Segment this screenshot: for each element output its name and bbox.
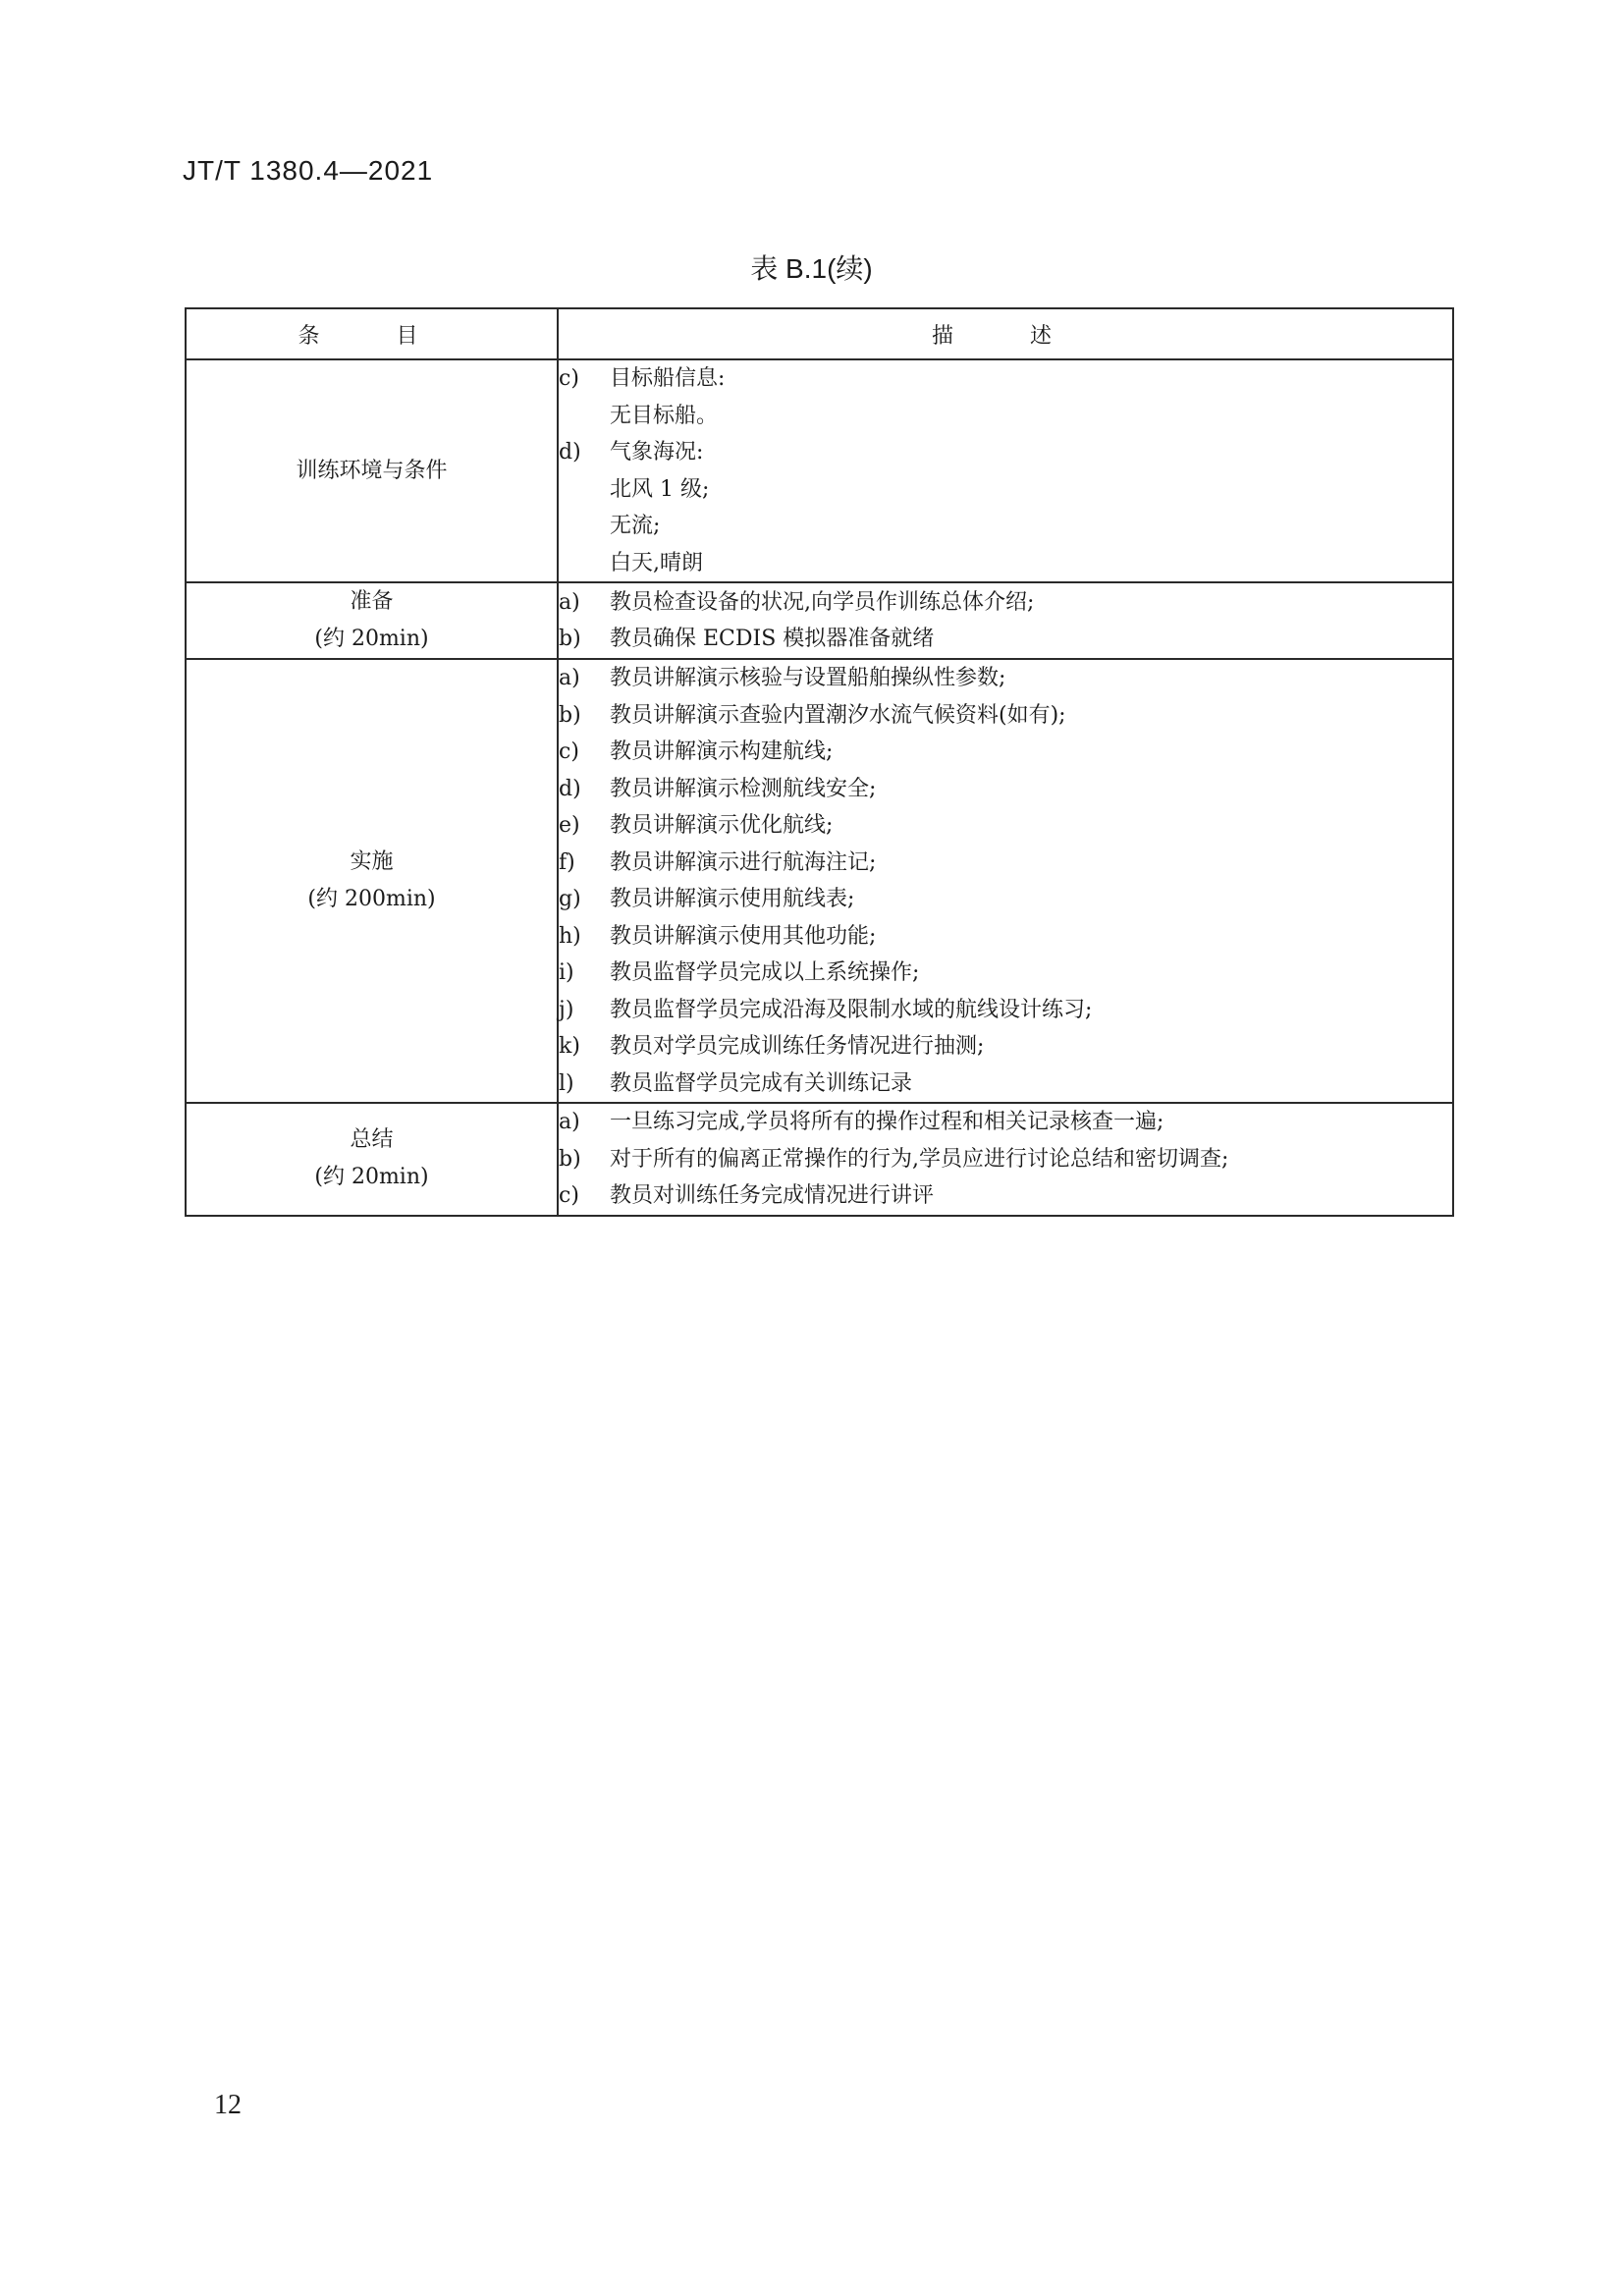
- list-marker: j): [559, 997, 574, 1022]
- list-text: 无流;: [610, 514, 661, 538]
- list-item: [559, 992, 1452, 1029]
- list-marker: a): [559, 589, 580, 615]
- item-label: 实施: [350, 849, 394, 874]
- table-header-row: [186, 308, 1453, 359]
- item-label: 准备: [350, 589, 394, 614]
- list-marker: i): [559, 960, 574, 985]
- list-item: [559, 881, 1452, 918]
- list-marker: f): [559, 849, 575, 875]
- list-text: 目标船信息:: [610, 366, 726, 391]
- row-description: [558, 659, 1453, 1103]
- list-item: [559, 918, 1452, 956]
- page-number: 12: [214, 2090, 242, 2120]
- list-item: [559, 955, 1452, 992]
- table-row: [186, 582, 1453, 659]
- list-text: 教员监督学员完成有关训练记录: [610, 1070, 913, 1096]
- list-text: 教员讲解演示检测航线安全;: [610, 776, 877, 801]
- list-text: 教员讲解演示优化航线;: [610, 813, 834, 838]
- list-text: 教员讲解演示进行航海注记;: [610, 849, 877, 875]
- item-duration: (约 200min): [307, 887, 436, 911]
- item-label: 总结: [350, 1127, 394, 1153]
- row-description: [558, 359, 1453, 582]
- list-text: 教员讲解演示构建航线;: [610, 739, 834, 764]
- list-item: [559, 434, 1452, 471]
- list-item: [559, 807, 1452, 845]
- list-item: [559, 697, 1452, 735]
- list-marker: b): [559, 702, 581, 728]
- table-row: [186, 1103, 1453, 1216]
- list-marker: e): [559, 813, 580, 838]
- row-item: [186, 582, 558, 659]
- list-item: [559, 508, 1452, 545]
- list-marker: d): [559, 440, 581, 465]
- list-text: 教员讲解演示核验与设置船舶操纵性参数;: [610, 666, 1006, 690]
- row-item: [186, 659, 558, 1103]
- list-text: 北风 1 级;: [610, 476, 710, 502]
- item-label: 训练环境与条件: [296, 458, 448, 483]
- table-title: 表 B.1(续): [750, 253, 873, 284]
- column-header-item: 条 目: [186, 308, 558, 359]
- list-item: [559, 845, 1452, 882]
- list-text: 教员监督学员完成沿海及限制水域的航线设计练习;: [610, 997, 1093, 1022]
- item-duration: (约 20min): [314, 627, 429, 651]
- list-item: [559, 771, 1452, 808]
- column-header-description: 描 述: [558, 308, 1453, 359]
- list-text: 教员确保 ECDIS 模拟器准备就绪: [610, 627, 935, 651]
- list-text: 教员讲解演示查验内置潮汐水流气候资料(如有);: [610, 702, 1066, 728]
- table-row: [186, 659, 1453, 1103]
- list-text: 一旦练习完成,学员将所有的操作过程和相关记录核查一遍;: [610, 1110, 1164, 1134]
- list-item: [559, 398, 1452, 435]
- list-marker: k): [559, 1034, 580, 1059]
- list-marker: a): [559, 666, 580, 690]
- list-text: 无目标船。: [610, 403, 719, 428]
- list-text: 气象海况:: [610, 440, 704, 465]
- list-marker: d): [559, 776, 581, 801]
- list-text: 教员监督学员完成以上系统操作;: [610, 960, 920, 985]
- list-marker: h): [559, 923, 581, 949]
- list-item: [559, 545, 1452, 582]
- list-item: [559, 360, 1452, 398]
- list-item: [559, 1066, 1452, 1103]
- list-text: 教员讲解演示使用航线表;: [610, 887, 855, 911]
- list-marker: g): [559, 887, 581, 911]
- list-marker: c): [559, 1183, 579, 1208]
- standard-code: JT/T 1380.4—2021: [183, 155, 434, 186]
- item-duration: (约 20min): [314, 1165, 429, 1190]
- list-item: [559, 660, 1452, 697]
- list-text: 教员讲解演示使用其他功能;: [610, 923, 877, 949]
- list-marker: c): [559, 366, 579, 391]
- list-item: [559, 621, 1452, 658]
- list-item: [559, 1177, 1452, 1215]
- list-marker: b): [559, 627, 581, 651]
- list-text: 教员检查设备的状况,向学员作训练总体介绍;: [610, 589, 1035, 615]
- row-description: [558, 582, 1453, 659]
- row-item: [186, 359, 558, 582]
- list-marker: l): [559, 1070, 574, 1096]
- list-text: 教员对训练任务完成情况进行讲评: [610, 1183, 935, 1208]
- table-row: [186, 359, 1453, 582]
- list-item: [559, 1104, 1452, 1141]
- list-item: [559, 1141, 1452, 1178]
- list-item: [559, 471, 1452, 509]
- list-marker: b): [559, 1146, 581, 1172]
- list-item: [559, 1028, 1452, 1066]
- list-text: 对于所有的偏离正常操作的行为,学员应进行讨论总结和密切调查;: [610, 1146, 1229, 1172]
- list-text: 教员对学员完成训练任务情况进行抽测;: [610, 1034, 985, 1059]
- list-marker: a): [559, 1110, 580, 1134]
- list-marker: c): [559, 739, 579, 764]
- list-item: [559, 584, 1452, 622]
- row-item: [186, 1103, 558, 1216]
- list-item: [559, 734, 1452, 771]
- row-description: [558, 1103, 1453, 1216]
- training-table: [185, 307, 1454, 1217]
- list-text: 白天,晴朗: [610, 550, 703, 575]
